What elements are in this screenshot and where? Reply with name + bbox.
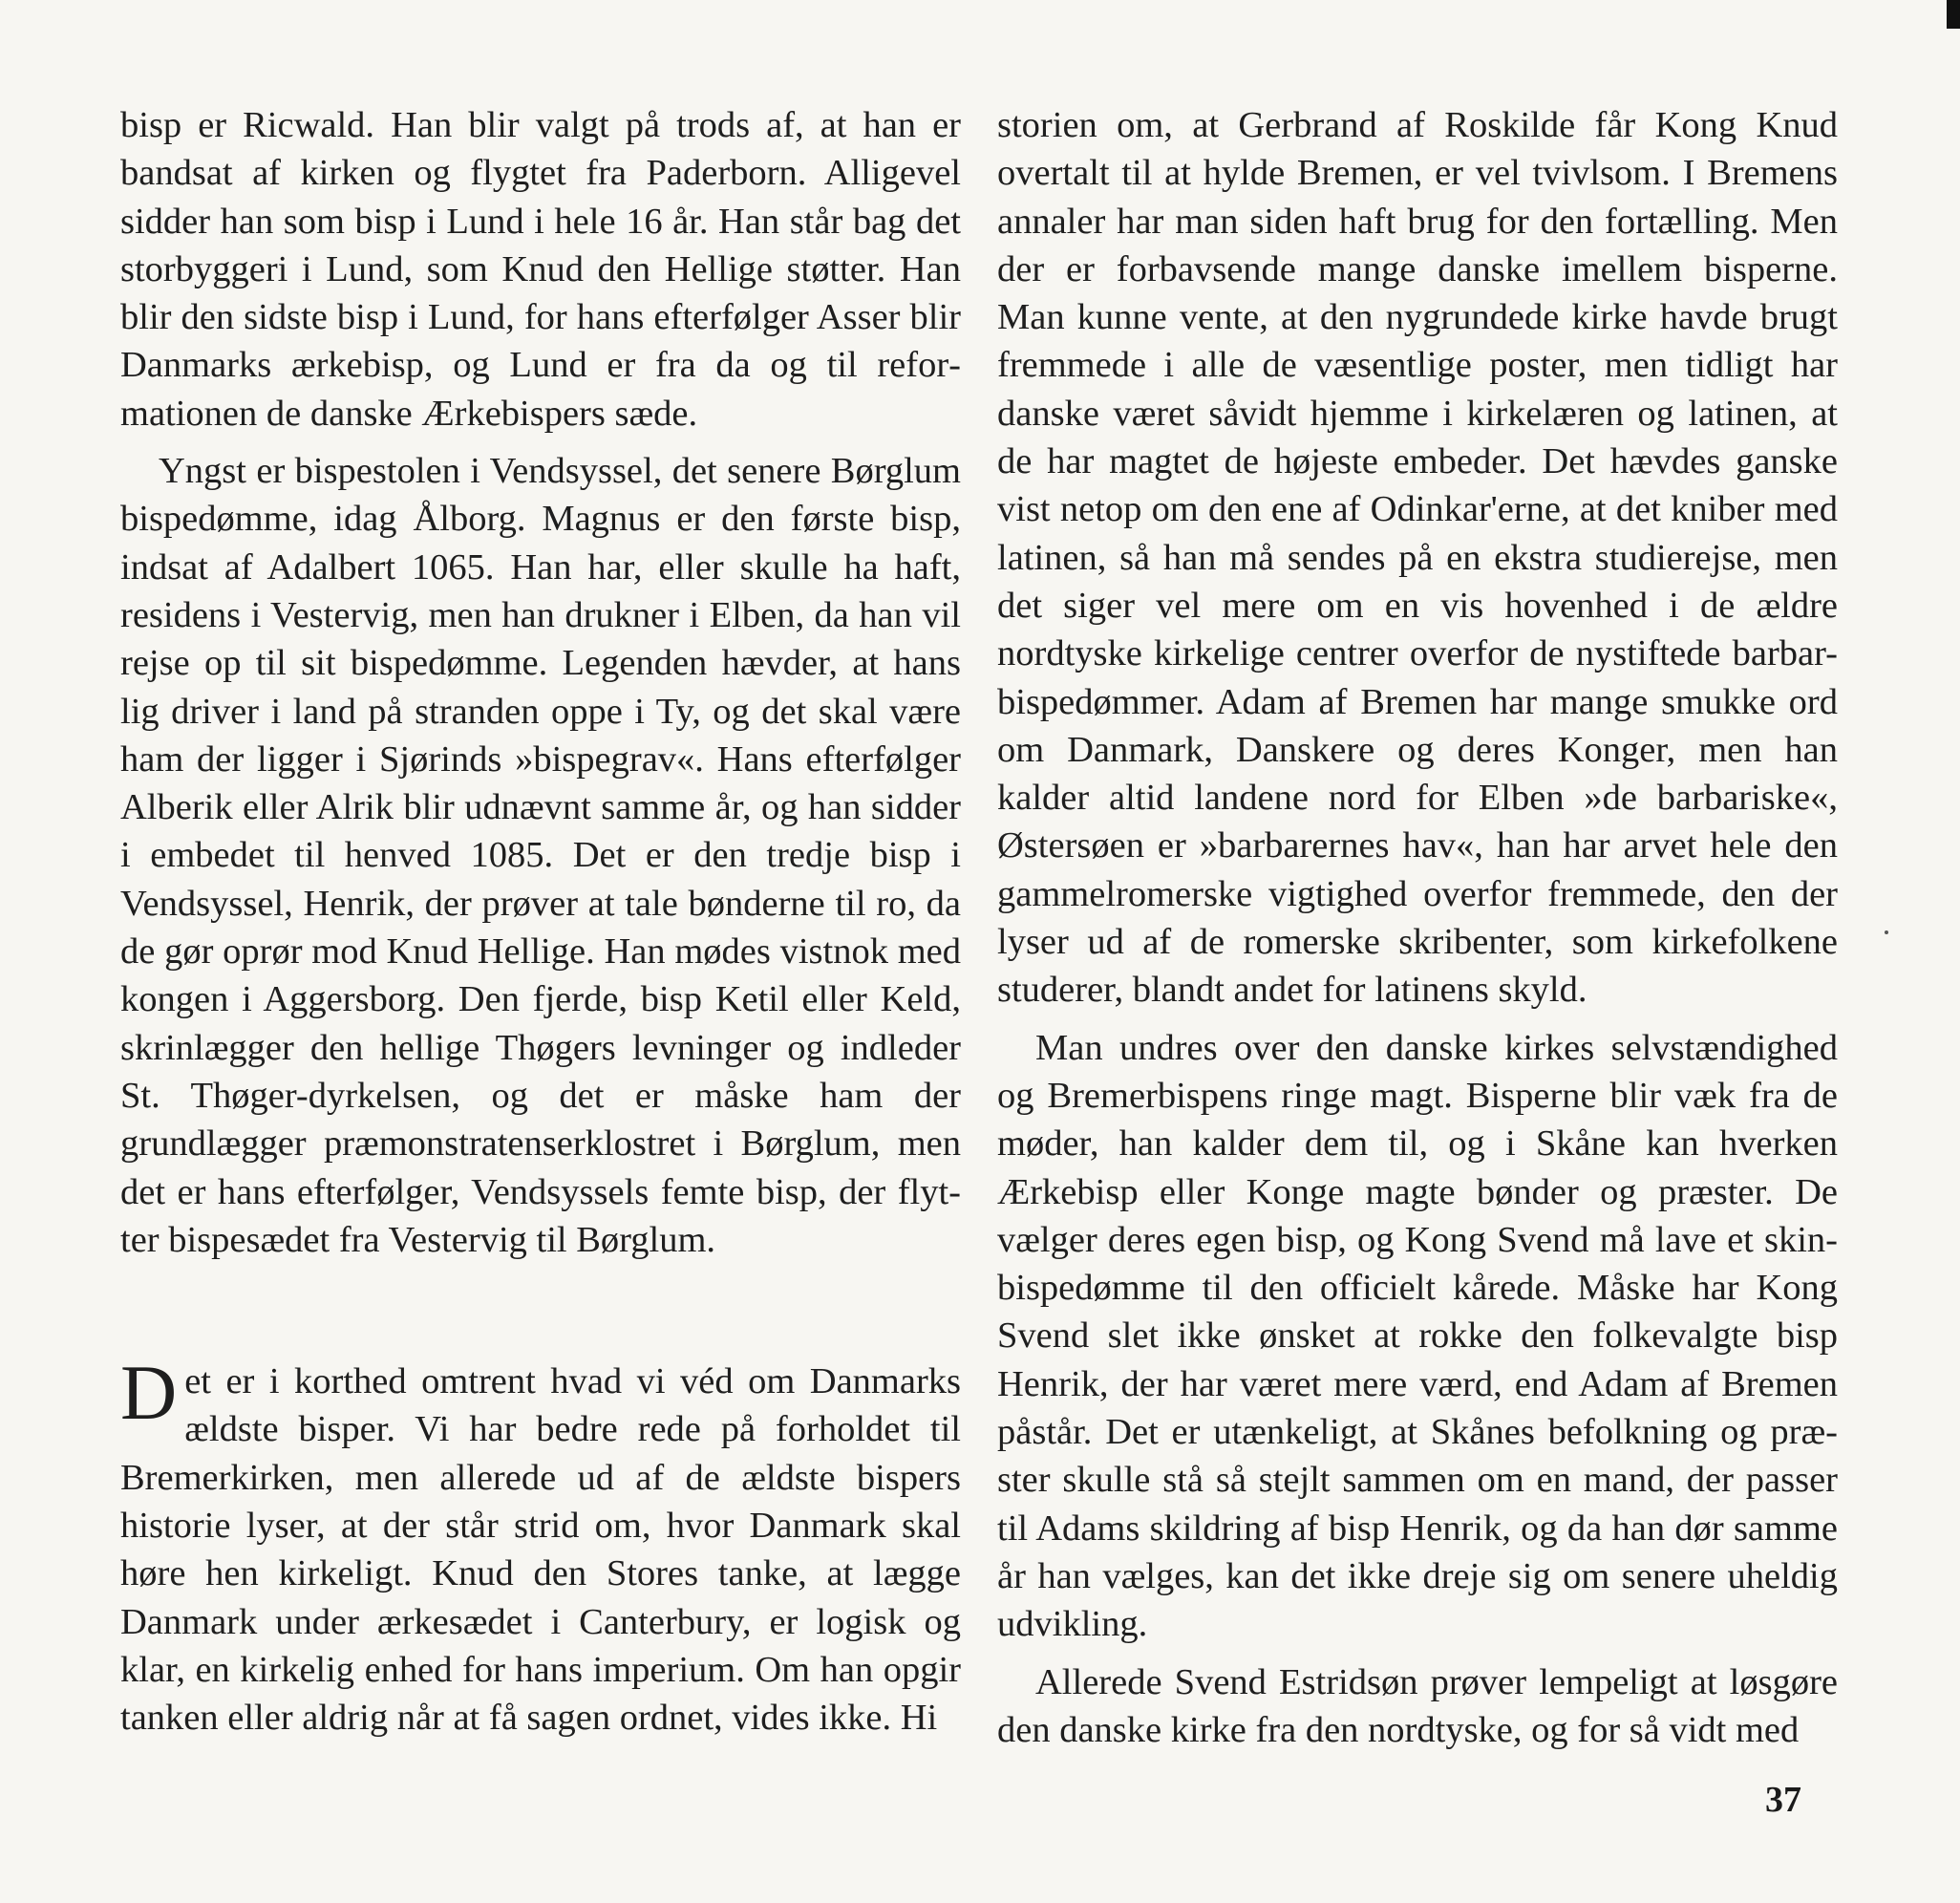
paragraph-ricwald: bisp er Ricwald. Han blir valgt på trods af, at han er bandsat af kirken og flygtet fra Paderborn. Alligevel sidder han som bisp i Lund i hele 16 år. Han står bag det storbyggeri i Lund, som Knud den Hellige støtter. Han blir den sidste bisp i Lund, for hans efterfølger Asser blir Danmarks ærkebisp, og Lund er fra da og til reformationen de danske Ærkebispers sæde. [120, 105, 961, 434]
page-number: 37 [1765, 1780, 1801, 1820]
paragraph-bremer-kirken-text: et er i korthed omtrent hvad vi véd om Danmarks ældste bisper. Vi har bedre rede på forholdet til Bremerkirken, men allerede ud af de ældste bispers historie lyser, at der står strid om, hvor Danmark skal høre hen kirkeligt. Knud den Stores tanke, at lægge Danmark under ærkesædet i Canterbury, er logisk og klar, en kirkelig enhed for hans imperium. Om han opgir tanken eller aldrig når at få sagen ordnet, vides ikke. Hi [120, 1361, 961, 1739]
print-speck [1885, 930, 1888, 934]
paragraph-selvstaendighed: Man undres over den danske kirkes selvstændighed og Bremerbispens ringe magt. Bisperne blir væk fra de møder, han kalder dem til, og i Skåne kan hverken Ærkebisp eller Konge magte bønder og præster. De vælger deres egen bisp, og Kong Svend må lave et skinbispedømme til den officielt kårede. Måske har Kong Svend slet ikke ønsket at rokke den folkevalgte bisp Henrik, der har været mere værd, end Adam af Bremen påstår. Det er utænkeligt, at Skånes befolkning og præster skulle stå så stejlt sammen om en mand, der passer til Adams skildring af bisp Henrik, og da han dør samme år han vælges, kan det ikke dreje sig om senere uheldig udvikling. [997, 1027, 1838, 1645]
paragraph-vendsyssel: Yngst er bispestolen i Vendsyssel, det senere Børglum bispedømme, idag Ålborg. Magnus er den første bisp, indsat af Adalbert 1065. Han har, eller skulle ha haft, residens i Vestervig, men han drukner i Elben, da han vil rejse op til sit bispedømme. Legenden hævder, at hans lig driver i land på stranden oppe i Ty, og det skal være ham der ligger i Sjørinds »bispegrav«. Hans efterfølger Alberik eller Alrik blir udnævnt samme år, og han sidder i embedet til henved 1085. Det er den tredje bisp i Vendsyssel, Henrik, der prøver at tale bønderne til ro, da de gør oprør mod Knud Hellige. Han mødes vistnok med kongen i Aggersborg. Den fjerde, bisp Ketil eller Keld, skrinlægger den hellige Thøgers levninger og indleder St. Thøger-dyrkelsen, og det er måske ham der grundlægger præmonstratenserklostret i Børglum, men det er hans efterfølger, Vendsyssels femte bisp, der flytter bispesædet fra Vestervig til Børglum. [120, 451, 961, 1260]
right-column [997, 101, 1838, 1754]
paragraph-bremer-kirken [120, 1349, 961, 1742]
drop-cap: D [120, 1349, 178, 1437]
paragraph-gerbrand: storien om, at Gerbrand af Roskilde får Kong Knud overtalt til at hylde Bremen, er vel tvivlsom. I Bremens annaler har man siden haft brug for den fortælling. Men der er forbavsende mange danske imellem bisperne. Man kunne vente, at den nygrundede kirke havde brugt fremmede i alle de væsentlige poster, men tidligt har danske været såvidt hjemme i kirkelæren og latinen, at de har magtet de højeste embeder. Det hævdes ganske vist netop om den ene af Odinkar'erne, at det kniber med latinen, så han må sendes på en ekstra studierejse, men det siger vel mere om en vis hovenhed i de ældre nordtyske kirkelige centrer overfor de nystiftede barbar-bispedømmer. Adam af Bremen har mange smukke ord om Danmark, Danskere og deres Konger, men han kalder altid landene nord for Elben »de barbariske«, Østersøen er »barbarernes hav«, han har arvet hele den gammelromerske vigtighed overfor fremmede, den der lyser ud af de romerske skribenter, som kirkefolkene studerer, blandt andet for latinens skyld. [997, 105, 1838, 1011]
page-corner-mark [1947, 0, 1960, 29]
paragraph-svend-estridsoen: Allerede Svend Estridsøn prøver lempeligt at løsgøre den danske kirke fra den nordtyske, og for så vidt med [997, 1661, 1838, 1750]
left-column [120, 101, 961, 1743]
